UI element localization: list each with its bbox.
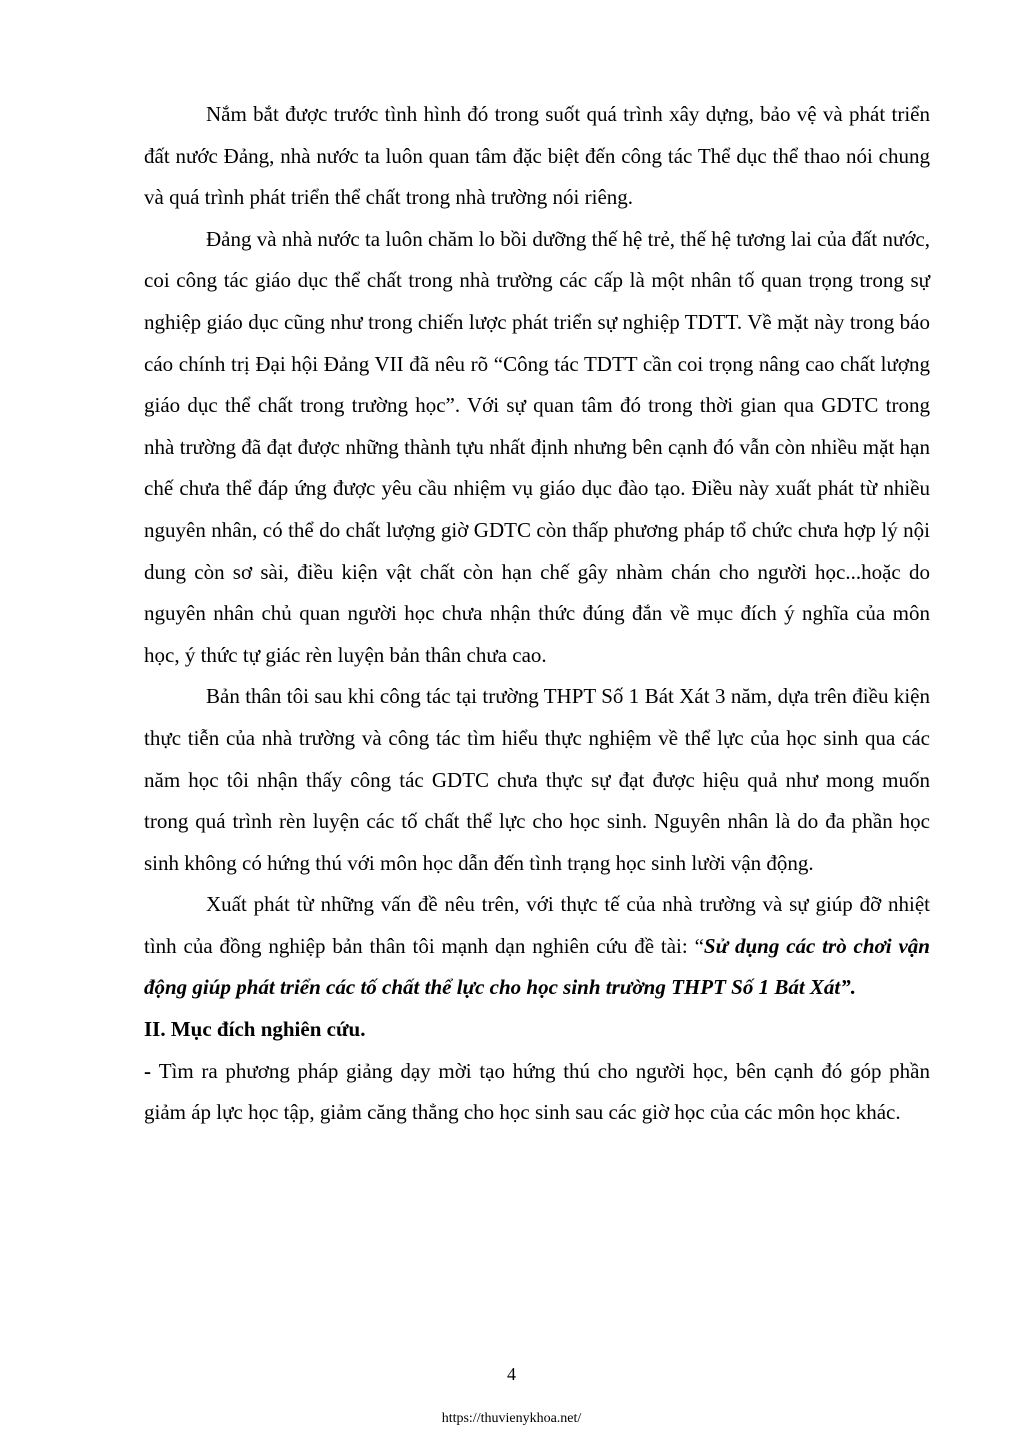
- document-body: [144, 94, 930, 1134]
- paragraph-author-experience: Bản thân tôi sau khi công tác tại trường THPT Số 1 Bát Xát 3 năm, dựa trên điều kiện thực tiễn của nhà trường và công tác tìm hiểu thực nghiệm về thể lực của học sinh qua các năm học tôi nhận thấy công tác GDTC chưa thực sự đạt được hiệu quả như mong muốn trong quá trình rèn luyện các tố chất thể lực cho học sinh. Nguyên nhân là do đa phần học sinh không có hứng thú với môn học dẫn đến tình trạng học sinh lười vận động.: [144, 684, 930, 875]
- bullet-paragraph: [144, 1051, 930, 1134]
- paragraph-research-topic: [144, 884, 930, 1009]
- bullet-text: Tìm ra phương pháp giảng dạy mời tạo hứng thú cho người học, bên cạnh đó góp phần giảm áp lực học tập, giảm căng thẳng cho học sinh sau các giờ học của các môn học khác.: [144, 1058, 930, 1125]
- page-number: 4: [507, 1364, 516, 1384]
- paragraph-context: Nắm bắt được trước tình hình đó trong suốt quá trình xây dựng, bảo vệ và phát triển đất nước Đảng, nhà nước ta luôn quan tâm đặc biệt đến công tác Thể dục thể thao nói chung và quá trình phát triển thể chất trong nhà trường nói riêng.: [144, 102, 930, 210]
- paragraph-party-policy: Đảng và nhà nước ta luôn chăm lo bồi dưỡng thế hệ trẻ, thế hệ tương lai của đất nước, coi công tác giáo dục thể chất trong nhà trường các cấp là một nhân tố quan trọng trong sự nghiệp giáo dục cũng như trong chiến lược phát triển sự nghiệp TDTT. Về mặt này trong báo cáo chính trị Đại hội Đảng VII đã nêu rõ “Công tác TDTT cần coi trọng nâng cao chất lượng giáo dục thể chất trong trường học”. Với sự quan tâm đó trong thời gian qua GDTC trong nhà trường đã đạt được những thành tựu nhất định nhưng bên cạnh đó vẫn còn nhiều mặt hạn chế chưa thể đáp ứng được yêu cầu nhiệm vụ giáo dục đào tạo. Điều này xuất phát từ nhiều nguyên nhân, có thể do chất lượng giờ GDTC còn thấp phương pháp tổ chức chưa hợp lý nội dung còn sơ sài, điều kiện vật chất còn hạn chế gây nhàm chán cho người học...hoặc do nguyên nhân chủ quan người học chưa nhận thức đúng đắn về mục đích ý nghĩa của môn học, ý thức tự giác rèn luyện bản thân chưa cao.: [144, 226, 930, 667]
- section-heading: [144, 1009, 930, 1051]
- section-separator: .: [160, 1017, 171, 1042]
- topic-title: Sử dụng các trò chơi vận động giúp phát triển các tố chất thể lực cho học sinh trường THPT Số 1 Bát Xát”.: [144, 933, 930, 1000]
- section-numeral: II: [144, 1017, 161, 1042]
- bullet-marker: -: [144, 1058, 159, 1083]
- section-title: Mục đích nghiên cứu.: [170, 1017, 366, 1042]
- footer-url: https://thuvienykhoa.net/: [441, 1411, 582, 1426]
- topic-lead-text: Xuất phát từ những vấn đề nêu trên, với thực tế của nhà trường và sự giúp đỡ nhiệt tình của đồng nghiệp bản thân tôi mạnh dạn nghiên cứu đề tài: “: [144, 892, 930, 958]
